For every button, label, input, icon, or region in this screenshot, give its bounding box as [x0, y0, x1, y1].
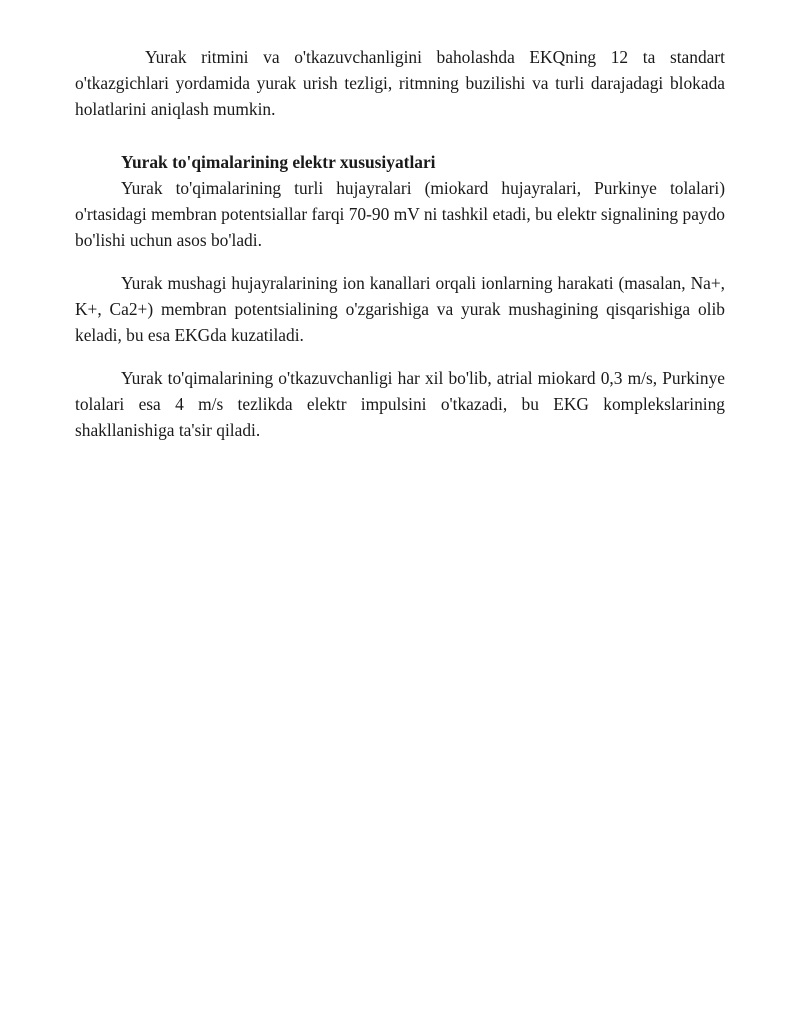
paragraph-membrane-potential: Yurak to'qimalarining turli hujayralari (miokard hujayralari, Purkinye tolalari) o'rtasidagi membran potentsiallar farqi 70-90 mV ni tashkil etadi, bu elektr signalining paydo bo'lishi uchun asos bo'ladi. [75, 178, 725, 250]
paragraph-conductivity: Yurak to'qimalarining o'tkazuvchanligi har xil bo'lib, atrial miokard 0,3 m/s, Purkinye tolalari esa 4 m/s tezlikda elektr impulsini o'tkazadi, bu EKG komplekslarining shakllanishiga ta'sir qiladi. [75, 368, 725, 440]
paragraph-ecg-rhythm: Yurak ritmini va o'tkazuvchanligini baholashda EKQning 12 ta standart o'tkazgichlari yordamida yurak urish tezligi, ritmning buzilishi va turli darajadagi blokada holatlarini aniqlash mumkin. [75, 47, 725, 119]
section-heading: Yurak to'qimalarining elektr xususiyatlari [121, 152, 436, 172]
paragraph-ion-channels: Yurak mushagi hujayralarining ion kanallari orqali ionlarning harakati (masalan, Na+, K+, Ca2+) membran potentsialining o'zgarishiga va yurak mushagining qisqarishiga olib keladi, bu esa EKGda kuzatiladi. [75, 273, 725, 345]
document-page [75, 44, 725, 443]
